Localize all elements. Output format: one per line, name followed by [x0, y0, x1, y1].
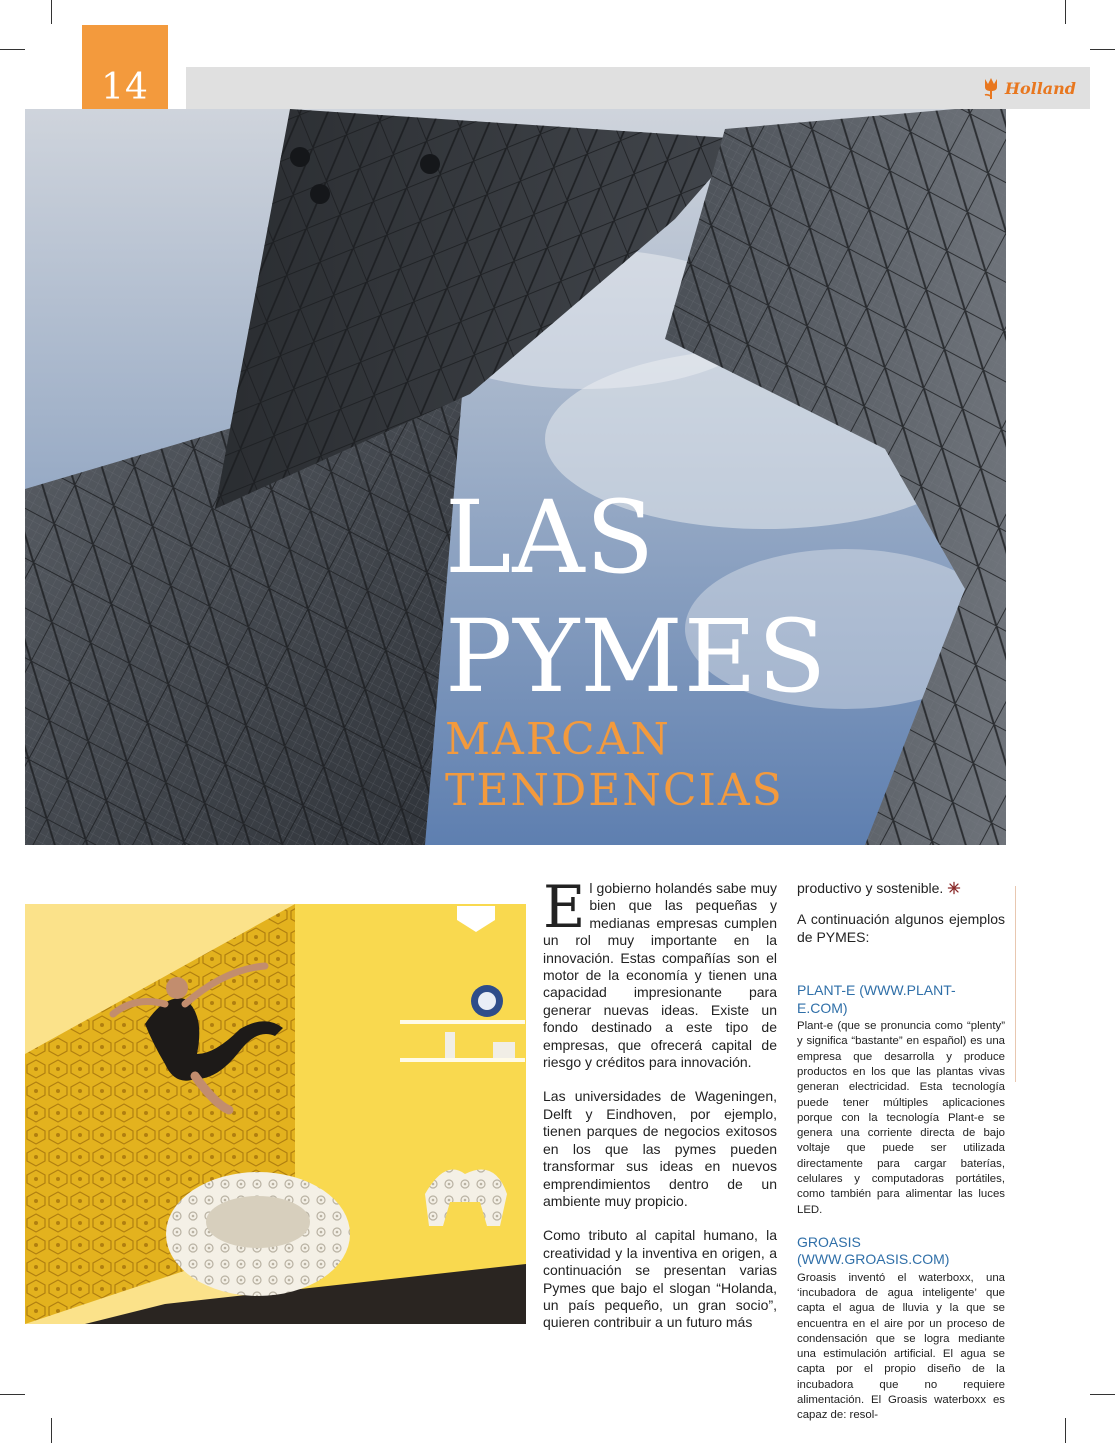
crop-mark-top-right-h	[1090, 49, 1115, 50]
paragraph-examples-intro: A continuación algunos ejemplos de PYMES:	[797, 911, 1005, 945]
section-heading-plant-e: PLANT-E (WWW.PLANT-E.COM)	[797, 982, 956, 1016]
paragraph-intro	[543, 873, 777, 1071]
paragraph-continuation	[797, 880, 1005, 897]
article-column-2	[797, 880, 1005, 1424]
paragraph-universities: Las universidades de Wageningen, Delft y Eindhoven, por ejemplo, tienen parques de negocios exitosos en los que las pymes pueden transformar sus ideas en nuevos emprendimientos dentro de un ambiente muy propicio.	[543, 1088, 777, 1209]
title-line-pymes: PYMES	[445, 598, 828, 715]
crop-mark-bottom-left-h	[0, 1394, 25, 1395]
title-line-marcan: MARCAN	[445, 714, 671, 765]
section-body-plant-e: Plant-e (que se pronuncia como “plenty” y significa “bastante” en español) es una empresa que desarrolla y produce productos en los que las plantas vivas generan electricidad. Esta tecnología puede tener múltiples aplicaciones porque con la tecnología Plant-e se genera una corriente directa de bajo voltaje que puede ser utilizada directamente para cargar baterías, celulares y computadoras portátiles, como también para alimentar las luces LED.	[797, 1020, 1005, 1216]
flower-ornament-icon	[947, 881, 961, 895]
crop-mark-top-left-v	[51, 0, 52, 24]
brand-logo	[981, 75, 1076, 101]
crop-mark-bottom-left-v	[51, 1418, 52, 1443]
paragraph-intro-text: l gobierno holandés sabe muy bien que las pequeñas y medianas empresas cumplen un rol muy importante en la innovación. Estas compañías son el motor de la economía y tienen una capacidad impresionante para generar nuevas ideas. Existe un fondo destinado a este tipo de empresas, que ofrecerá capital de riesgo y créditos para innovación.	[543, 880, 777, 1071]
crop-mark-top-right-v	[1065, 0, 1066, 24]
crop-mark-bottom-right-h	[1090, 1394, 1115, 1395]
title-line-las: LAS	[445, 479, 656, 596]
title-line-tendencias: TENDENCIAS	[445, 765, 784, 816]
drop-cap: E	[543, 873, 586, 941]
paragraph-tribute: Como tributo al capital humano, la creatividad y la inventiva en origen, a continuación se presentan varias Pymes que bajo el slogan “Holanda, un país pequeño, un gran socio”, quieren contribuir a un futuro más	[543, 1227, 777, 1331]
section-body-groasis: Groasis inventó el waterboxx, una ‘incubadora de agua inteligente’ que capta el agua de lluvia y la que se encuentra en el aire por un proceso de condensación que se logra mediante una estimulación artificial. El agua se capta por el propio diseño de la incubadora que no requiere alimentación. El Groasis waterboxx es capaz de: resol-	[797, 1271, 1005, 1422]
brand-name: Holland	[1004, 78, 1076, 98]
page-number: 14	[101, 67, 149, 108]
column-divider	[1015, 886, 1016, 1082]
crop-mark-bottom-right-v	[1065, 1418, 1066, 1443]
section-heading-groasis: GROASIS (WWW.GROASIS.COM)	[797, 1233, 950, 1268]
crop-mark-top-left-h	[0, 49, 25, 50]
paragraph-continuation-text: productivo y sostenible.	[797, 880, 944, 896]
tulip-logo-icon	[981, 76, 1001, 100]
article-column-1	[543, 873, 777, 1349]
header-bar	[186, 67, 1090, 109]
interior-photo	[25, 904, 526, 1324]
